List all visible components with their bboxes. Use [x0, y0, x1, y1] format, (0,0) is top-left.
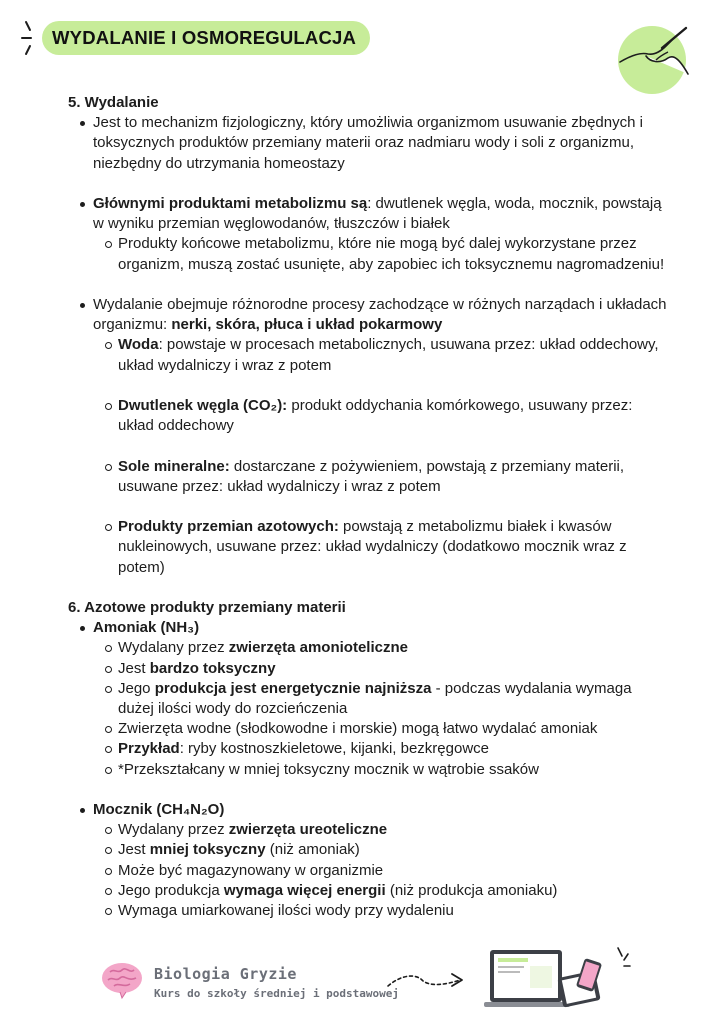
footer [0, 940, 720, 1020]
sub-bullet-item: Może być magazynowany w organizmie [68, 861, 668, 881]
brand-subtitle: Kurs do szkoły średniej i podstawowej [154, 987, 400, 1000]
section-heading: 5. Wydalanie [68, 94, 159, 111]
section-heading: 6. Azotowe produkty przemiany materii [68, 598, 346, 616]
sub-bullet-item: Dwutlenek węgla (CO₂): produkt oddychania komórkowego, usuwany przez: układ oddechowy [68, 396, 668, 436]
bullet-item: Głównymi produktami metabolizmu są: dwutlenek węgla, woda, mocznik, powstają w wyniku przemian węglowodanów, tłuszczów i białek [68, 194, 668, 234]
devices-illustration [484, 944, 634, 1018]
sub-bullet-item: Wymaga umiarkowanej ilości wody przy wydaleniu [68, 901, 668, 921]
hand-writing-illustration [616, 22, 692, 98]
bullet-item: Amoniak (NH₃) [68, 618, 668, 638]
page-title: WYDALANIE I OSMOREGULACJA [42, 21, 370, 55]
sub-bullet-item: Jest bardzo toksyczny [68, 659, 668, 679]
brand-name: Biologia Gryzie [154, 965, 297, 983]
sub-bullet-item: *Przekształcany w mniej toksyczny mocznik w wątrobie ssaków [68, 760, 668, 780]
bullet-item: Wydalanie obejmuje różnorodne procesy zachodzące w różnych narządach i układach organizmu: nerki, skóra, płuca i układ pokarmowy [68, 295, 668, 335]
sub-bullet-item: Woda: powstaje w procesach metabolicznych, usuwana przez: układ oddechowy, układ wydalniczy i wraz z potem [68, 335, 668, 375]
sub-bullet-item: Jest mniej toksyczny (niż amoniak) [68, 840, 668, 860]
arrow-right-icon [386, 968, 466, 994]
document-body [68, 93, 668, 921]
sub-bullet-item: Zwierzęta wodne (słodkowodne i morskie) mogą łatwo wydalać amoniak [68, 719, 668, 739]
bullet-item: Mocznik (CH₄N₂O) [68, 800, 668, 820]
sub-bullet-item: Produkty końcowe metabolizmu, które nie mogą być dalej wykorzystane przez organizm, muszą zostać usunięte, aby zapobiec ich toksycznemu nagromadzeniu! [68, 234, 668, 274]
sub-bullet-item: Sole mineralne: dostarczane z pożywieniem, powstają z przemiany materii, usuwane przez: układ wydalniczy i wraz z potem [68, 457, 668, 497]
sub-bullet-item: Produkty przemian azotowych: powstają z metabolizmu białek i kwasów nukleinowych, usuwane przez: układ wydalniczy (dodatkowo mocznik wraz z potem) [68, 517, 668, 578]
brain-logo-icon [100, 960, 144, 1000]
sub-bullet-item: Jego produkcja jest energetycznie najniższa - podczas wydalania wymaga dużej ilości wody do rozcieńczenia [68, 679, 668, 719]
sub-bullet-item: Przykład: ryby kostnoszkieletowe, kijanki, bezkręgowce [68, 739, 668, 759]
sub-bullet-item: Wydalany przez zwierzęta amonioteliczne [68, 638, 668, 658]
bullet-item: Jest to mechanizm fizjologiczny, który umożliwia organizmom usuwanie zbędnych i toksycznych produktów przemiany materii oraz nadmiaru wody i soli z organizmu, niezbędny do utrzymania homeostazy [68, 113, 668, 174]
sub-bullet-item: Jego produkcja wymaga więcej energii (niż produkcja amoniaku) [68, 881, 668, 901]
sub-bullet-item: Wydalany przez zwierzęta ureoteliczne [68, 820, 668, 840]
